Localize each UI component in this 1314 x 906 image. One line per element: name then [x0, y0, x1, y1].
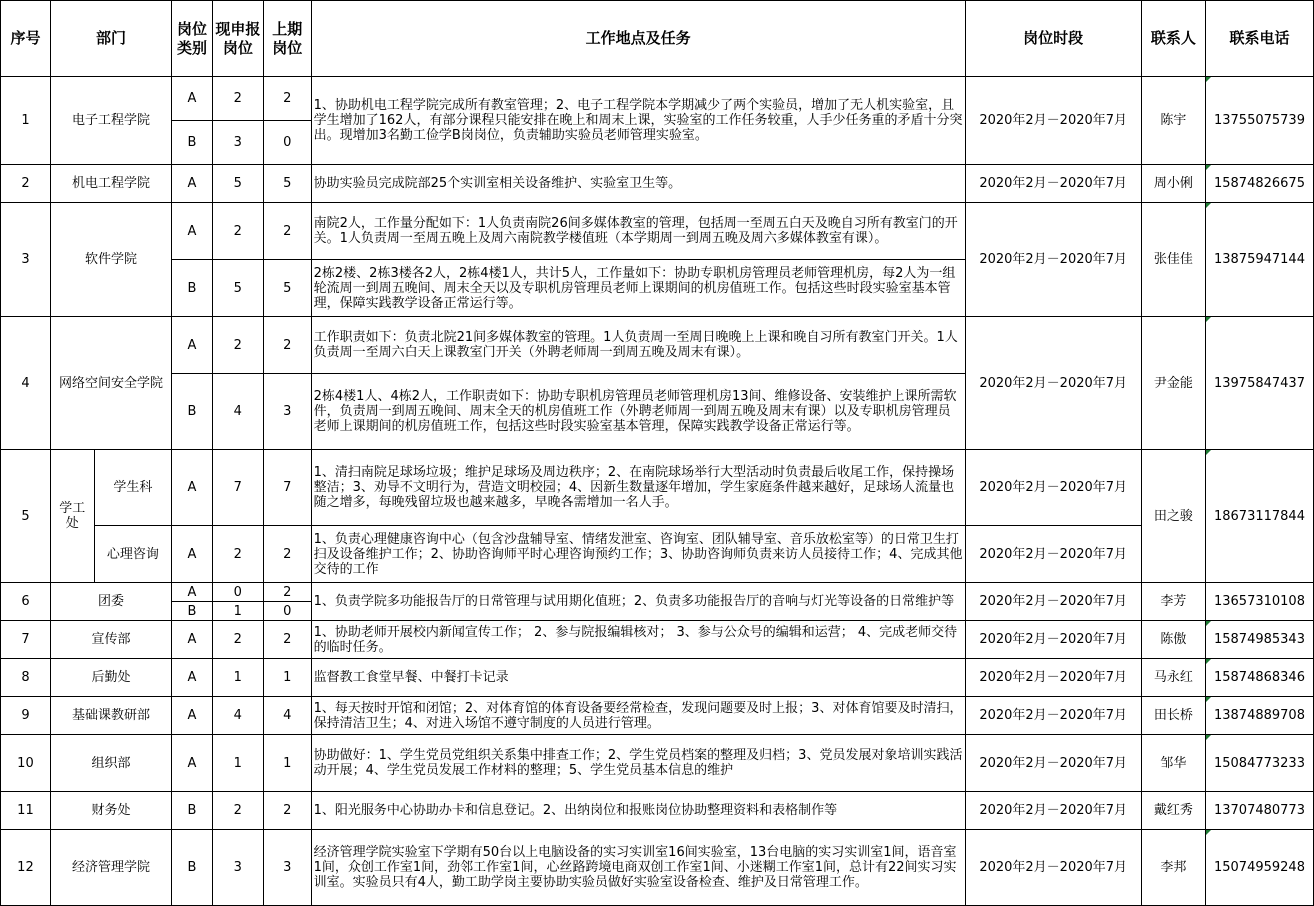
previous-cell: 4	[263, 697, 311, 735]
period-cell: 2020年2月－2020年7月	[965, 659, 1141, 697]
table-row	[1, 792, 1314, 830]
previous-cell: 2	[263, 621, 311, 659]
period-cell: 2020年2月－2020年7月	[965, 450, 1141, 526]
period-cell: 2020年2月－2020年7月	[965, 792, 1141, 830]
phone-cell: 13657310108	[1205, 583, 1313, 621]
table-row	[1, 583, 1314, 602]
table-row	[1, 526, 1314, 583]
contact-cell: 李芳	[1141, 583, 1205, 621]
previous-cell: 1	[263, 659, 311, 697]
sub-dept-cell: 学生科	[94, 450, 171, 526]
table-row	[1, 659, 1314, 697]
dept-cell: 经济管理学院	[50, 830, 171, 906]
post-type-cell: A	[172, 697, 213, 735]
seq-cell: 2	[1, 165, 51, 203]
previous-cell: 2	[263, 317, 311, 374]
period-cell: 2020年2月－2020年7月	[965, 697, 1141, 735]
header-requested: 现申报岗位	[212, 1, 263, 77]
task-cell: 协助实验员完成院部25个实训室相关设备维护、实验室卫生等。	[311, 165, 965, 203]
table-row	[1, 830, 1314, 906]
post-type-cell: A	[172, 735, 213, 792]
seq-cell: 1	[1, 77, 51, 165]
header-previous: 上期岗位	[263, 1, 311, 77]
task-cell: 监督教工食堂早餐、中餐打卡记录	[311, 659, 965, 697]
header-post-type: 岗位类别	[172, 1, 213, 77]
table-row	[1, 735, 1314, 792]
contact-cell: 陈傲	[1141, 621, 1205, 659]
dept-cell: 机电工程学院	[50, 165, 171, 203]
seq-cell: 12	[1, 830, 51, 906]
sub-dept-cell: 心理咨询	[94, 526, 171, 583]
phone-cell: 13755075739	[1205, 77, 1313, 165]
phone-cell: 15874985343	[1205, 621, 1313, 659]
previous-cell: 5	[263, 165, 311, 203]
period-cell: 2020年2月－2020年7月	[965, 830, 1141, 906]
table-row	[1, 317, 1314, 374]
requested-cell: 5	[212, 260, 263, 317]
period-cell: 2020年2月－2020年7月	[965, 621, 1141, 659]
phone-cell: 13874889708	[1205, 697, 1313, 735]
header-contact: 联系人	[1141, 1, 1205, 77]
contact-cell: 戴红秀	[1141, 792, 1205, 830]
requested-cell: 3	[212, 830, 263, 906]
dept-cell: 宣传部	[50, 621, 171, 659]
period-cell: 2020年2月－2020年7月	[965, 735, 1141, 792]
seq-cell: 5	[1, 450, 51, 583]
post-type-cell: A	[172, 659, 213, 697]
task-cell: 2栋2楼、2栋3楼各2人，2栋4楼1人，共计5人，工作量如下：协助专职机房管理员老师管理机房，每2人为一组轮流周一到周五晚间、周末全天以及专职机房管理员老师上课期间的机房值班工作。包括这些时段实验室基本管理，保障实践教学设备正常运行等。	[311, 260, 965, 317]
contact-cell: 田之骏	[1141, 450, 1205, 583]
post-type-cell: A	[172, 450, 213, 526]
task-cell: 1、清扫南院足球场垃圾；维护足球场及周边秩序；2、在南院球场举行大型活动时负责最后收尾工作，保持操场整洁；3、劝导不文明行为，营造文明校园；4、因新生数量逐年增加，学生家庭条件越来越好，足球场人流量也随之增多，每晚残留垃圾也越来越多，早晚各需增加一名人手。	[311, 450, 965, 526]
dept-cell: 软件学院	[50, 203, 171, 317]
table-row	[1, 450, 1314, 526]
task-cell: 协助做好：1、学生党员党组织关系集中排查工作；2、学生党员档案的整理及归档；3、党员发展对象培训实践活动开展；4、学生党员发展工作材料的整理；5、学生党员基本信息的维护	[311, 735, 965, 792]
post-type-cell: A	[172, 583, 213, 602]
previous-cell: 3	[263, 374, 311, 450]
task-cell: 1、协助老师开展校内新闻宣传工作； 2、参与院报编辑核对； 3、参与公众号的编辑和运营； 4、完成老师交待的临时任务。	[311, 621, 965, 659]
previous-cell: 0	[263, 121, 311, 165]
post-type-cell: A	[172, 203, 213, 260]
dept-cell: 网络空间安全学院	[50, 317, 171, 450]
phone-cell: 13875947144	[1205, 203, 1313, 317]
requested-cell: 2	[212, 621, 263, 659]
requested-cell: 2	[212, 203, 263, 260]
task-cell: 南院2人，工作量分配如下：1人负责南院26间多媒体教室的管理，包括周一至周五白天及晚自习所有教室门的开关。1人负责周一至周五晚上及周六南院教学楼值班（本学期周一到周五晚及周六多媒体教室有课）。	[311, 203, 965, 260]
requested-cell: 2	[212, 317, 263, 374]
post-type-cell: B	[172, 121, 213, 165]
period-cell: 2020年2月－2020年7月	[965, 203, 1141, 317]
task-cell: 2栋4楼1人、4栋2人，工作职责如下：协助专职机房管理员老师管理机房13间、维修设备、安装维护上课所需软件，负责周一到周五晚间、周末全天的机房值班工作（外聘老师周一到周五晚及周末有课）以及专职机房管理员老师上课期间的机房值班工作，包括这些时段实验室基本管理，保障实践教学设备正常运行等。	[311, 374, 965, 450]
requested-cell: 4	[212, 697, 263, 735]
header-task: 工作地点及任务	[311, 1, 965, 77]
dept-cell: 组织部	[50, 735, 171, 792]
previous-cell: 7	[263, 450, 311, 526]
post-type-cell: A	[172, 526, 213, 583]
header-row	[1, 1, 1314, 77]
contact-cell: 周小俐	[1141, 165, 1205, 203]
table-row	[1, 77, 1314, 121]
seq-cell: 3	[1, 203, 51, 317]
post-type-cell: A	[172, 317, 213, 374]
phone-cell: 15074959248	[1205, 830, 1313, 906]
dept-cell: 基础课教研部	[50, 697, 171, 735]
phone-cell: 13707480773	[1205, 792, 1313, 830]
phone-cell: 18673117844	[1205, 450, 1313, 583]
post-type-cell: B	[172, 830, 213, 906]
seq-cell: 6	[1, 583, 51, 621]
dept-cell: 电子工程学院	[50, 77, 171, 165]
post-type-cell: A	[172, 165, 213, 203]
table-row	[1, 697, 1314, 735]
table-row	[1, 203, 1314, 260]
contact-cell: 田长桥	[1141, 697, 1205, 735]
period-cell: 2020年2月－2020年7月	[965, 165, 1141, 203]
phone-cell: 15874826675	[1205, 165, 1313, 203]
post-type-cell: A	[172, 621, 213, 659]
dept-cell: 学工处	[50, 450, 94, 583]
requested-cell: 5	[212, 165, 263, 203]
seq-cell: 11	[1, 792, 51, 830]
contact-cell: 马永红	[1141, 659, 1205, 697]
previous-cell: 2	[263, 77, 311, 121]
post-type-cell: A	[172, 77, 213, 121]
phone-cell: 13975847437	[1205, 317, 1313, 450]
seq-cell: 10	[1, 735, 51, 792]
requested-cell: 1	[212, 602, 263, 621]
task-cell: 1、负责学院多功能报告厅的日常管理与试用期化值班；2、负责多功能报告厅的音响与灯光等设备的日常维护等	[311, 583, 965, 621]
task-cell: 工作职责如下：负责北院21间多媒体教室的管理。1人负责周一至周日晚晚上上课和晚自习所有教室门开关。1人负责周一至周六白天上课教室门开关（外聘老师周一到周五晚及周末有课）。	[311, 317, 965, 374]
task-cell: 1、协助机电工程学院完成所有教室管理；2、电子工程学院本学期减少了两个实验员，增加了无人机实验室，且学生增加了162人，有部分课程只能安排在晚上和周末上课，实验室的工作任务较重，人手少任务重的矛盾十分突出。现增加3名勤工俭学B岗岗位，负责辅助实验员老师管理实验室。	[311, 77, 965, 165]
period-cell: 2020年2月－2020年7月	[965, 77, 1141, 165]
post-type-cell: B	[172, 374, 213, 450]
task-cell: 经济管理学院实验室下学期有50台以上电脑设备的实习实训室16间实验室，13台电脑的实习实训室1间，语音室1间，众创工作室1间，劲邻工作室1间，心丝路跨境电商双创工作室1间、小迷糊工作室1间，总计有22间实习实训室。实验员只有4人，勤工助学岗主要协助实验员做好实验室设备检查、维护及日常管理工作。	[311, 830, 965, 906]
seq-cell: 7	[1, 621, 51, 659]
requested-cell: 2	[212, 526, 263, 583]
period-cell: 2020年2月－2020年7月	[965, 317, 1141, 450]
previous-cell: 5	[263, 260, 311, 317]
header-period: 岗位时段	[965, 1, 1141, 77]
contact-cell: 陈宇	[1141, 77, 1205, 165]
requested-cell: 1	[212, 735, 263, 792]
previous-cell: 2	[263, 526, 311, 583]
header-phone: 联系电话	[1205, 1, 1313, 77]
contact-cell: 张佳佳	[1141, 203, 1205, 317]
contact-cell: 尹金能	[1141, 317, 1205, 450]
post-type-cell: B	[172, 602, 213, 621]
previous-cell: 0	[263, 602, 311, 621]
post-type-cell: B	[172, 792, 213, 830]
period-cell: 2020年2月－2020年7月	[965, 526, 1141, 583]
period-cell: 2020年2月－2020年7月	[965, 583, 1141, 621]
previous-cell: 2	[263, 792, 311, 830]
requested-cell: 3	[212, 121, 263, 165]
seq-cell: 4	[1, 317, 51, 450]
requested-cell: 2	[212, 792, 263, 830]
requested-cell: 4	[212, 374, 263, 450]
contact-cell: 李邦	[1141, 830, 1205, 906]
requested-cell: 2	[212, 77, 263, 121]
previous-cell: 1	[263, 735, 311, 792]
contact-cell: 邹华	[1141, 735, 1205, 792]
previous-cell: 3	[263, 830, 311, 906]
seq-cell: 8	[1, 659, 51, 697]
requested-cell: 1	[212, 659, 263, 697]
table-row	[1, 165, 1314, 203]
phone-cell: 15874868346	[1205, 659, 1313, 697]
post-type-cell: B	[172, 260, 213, 317]
header-seq: 序号	[1, 1, 51, 77]
task-cell: 1、阳光服务中心协助办卡和信息登记。2、出纳岗位和报账岗位协助整理资料和表格制作等	[311, 792, 965, 830]
dept-cell: 财务处	[50, 792, 171, 830]
previous-cell: 2	[263, 583, 311, 602]
requested-cell: 0	[212, 583, 263, 602]
task-cell: 1、每天按时开馆和闭馆；2、对体育馆的体育设备要经常检查，发现问题要及时上报；3、对体育馆要及时清扫，保持清洁卫生；4、对进入场馆不遵守制度的人员进行管理。	[311, 697, 965, 735]
seq-cell: 9	[1, 697, 51, 735]
requested-cell: 7	[212, 450, 263, 526]
dept-cell: 团委	[50, 583, 171, 621]
phone-cell: 15084773233	[1205, 735, 1313, 792]
task-cell: 1、负责心理健康咨询中心（包含沙盘辅导室、情绪发泄室、咨询室、团队辅导室、音乐放松室等）的日常卫生打扫及设备维护工作；2、协助咨询师平时心理咨询预约工作；3、协助咨询师负责来访人员接待工作；4、完成其他交待的工作	[311, 526, 965, 583]
dept-cell: 后勤处	[50, 659, 171, 697]
previous-cell: 2	[263, 203, 311, 260]
header-dept: 部门	[50, 1, 171, 77]
table-row	[1, 621, 1314, 659]
